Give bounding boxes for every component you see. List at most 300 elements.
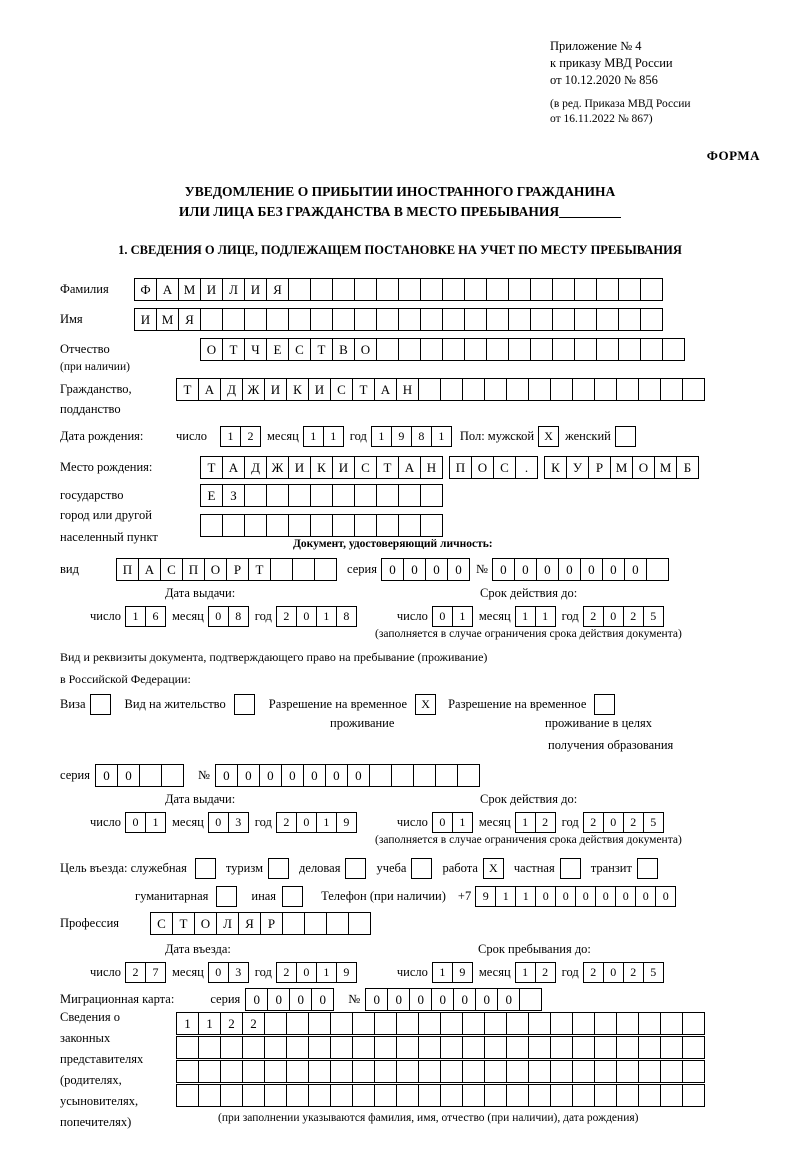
- char-cell[interactable]: [552, 308, 575, 331]
- char-cell[interactable]: Б: [676, 456, 699, 479]
- char-cell[interactable]: 9: [475, 886, 496, 907]
- char-cell[interactable]: [440, 1060, 463, 1083]
- char-cell[interactable]: [420, 308, 443, 331]
- char-cell[interactable]: [352, 1036, 375, 1059]
- char-cell[interactable]: [530, 308, 553, 331]
- char-cell[interactable]: [484, 1012, 507, 1035]
- char-cell[interactable]: Д: [220, 378, 243, 401]
- char-cell[interactable]: [484, 1060, 507, 1083]
- char-cell[interactable]: С: [330, 378, 353, 401]
- char-cell[interactable]: [660, 1036, 683, 1059]
- char-cell[interactable]: 1: [452, 606, 473, 627]
- char-cell[interactable]: [200, 308, 223, 331]
- char-cell[interactable]: М: [610, 456, 633, 479]
- char-cell[interactable]: 5: [643, 812, 664, 833]
- char-cell[interactable]: 8: [411, 426, 432, 447]
- char-cell[interactable]: [682, 378, 705, 401]
- char-cell[interactable]: 0: [431, 988, 454, 1011]
- char-cell[interactable]: [462, 1060, 485, 1083]
- char-cell[interactable]: [374, 1060, 397, 1083]
- char-cell[interactable]: [352, 1084, 375, 1107]
- char-cell[interactable]: [464, 278, 487, 301]
- char-cell[interactable]: [418, 1084, 441, 1107]
- char-cell[interactable]: [264, 1012, 287, 1035]
- char-cell[interactable]: 2: [276, 606, 297, 627]
- char-cell[interactable]: 1: [515, 886, 536, 907]
- char-cell[interactable]: 5: [643, 606, 664, 627]
- char-cell[interactable]: О: [632, 456, 655, 479]
- char-cell[interactable]: 0: [535, 886, 556, 907]
- char-cell[interactable]: [286, 1084, 309, 1107]
- char-cell[interactable]: 0: [432, 606, 453, 627]
- char-cell[interactable]: [638, 1060, 661, 1083]
- char-cell[interactable]: [660, 1060, 683, 1083]
- char-cell[interactable]: [616, 1084, 639, 1107]
- char-cell[interactable]: С: [354, 456, 377, 479]
- char-cell[interactable]: [332, 278, 355, 301]
- char-cell[interactable]: 6: [145, 606, 166, 627]
- char-cell[interactable]: [596, 338, 619, 361]
- char-cell[interactable]: .: [515, 456, 538, 479]
- char-cell[interactable]: 0: [387, 988, 410, 1011]
- char-cell[interactable]: 0: [347, 764, 370, 787]
- char-cell[interactable]: [396, 1012, 419, 1035]
- char-cell[interactable]: [348, 912, 371, 935]
- char-cell[interactable]: Ж: [242, 378, 265, 401]
- char-cell[interactable]: [528, 1084, 551, 1107]
- char-cell[interactable]: [594, 1012, 617, 1035]
- char-cell[interactable]: 0: [296, 606, 317, 627]
- char-cell[interactable]: Т: [376, 456, 399, 479]
- char-cell[interactable]: 0: [289, 988, 312, 1011]
- char-cell[interactable]: [161, 764, 184, 787]
- char-cell[interactable]: [574, 278, 597, 301]
- char-cell[interactable]: К: [286, 378, 309, 401]
- char-cell[interactable]: [486, 278, 509, 301]
- char-cell[interactable]: 1: [432, 962, 453, 983]
- char-cell[interactable]: 5: [643, 962, 664, 983]
- char-cell[interactable]: 9: [336, 812, 357, 833]
- char-cell[interactable]: [682, 1036, 705, 1059]
- char-cell[interactable]: 1: [176, 1012, 199, 1035]
- char-cell[interactable]: М: [178, 278, 201, 301]
- char-cell[interactable]: [244, 308, 267, 331]
- char-cell[interactable]: [242, 1036, 265, 1059]
- char-cell[interactable]: К: [544, 456, 567, 479]
- char-cell[interactable]: [176, 1036, 199, 1059]
- char-cell[interactable]: 0: [296, 812, 317, 833]
- char-cell[interactable]: [530, 338, 553, 361]
- char-cell[interactable]: 1: [515, 606, 536, 627]
- char-cell[interactable]: [310, 484, 333, 507]
- char-cell[interactable]: 2: [240, 426, 261, 447]
- char-cell[interactable]: [615, 426, 636, 447]
- char-cell[interactable]: [594, 1084, 617, 1107]
- char-cell[interactable]: [369, 764, 392, 787]
- char-cell[interactable]: 0: [325, 764, 348, 787]
- char-cell[interactable]: М: [654, 456, 677, 479]
- char-cell[interactable]: [310, 278, 333, 301]
- char-cell[interactable]: [519, 988, 542, 1011]
- char-cell[interactable]: [411, 858, 432, 879]
- char-cell[interactable]: [594, 1060, 617, 1083]
- char-cell[interactable]: [376, 308, 399, 331]
- char-cell[interactable]: [266, 308, 289, 331]
- char-cell[interactable]: Т: [172, 912, 195, 935]
- char-cell[interactable]: [637, 858, 658, 879]
- char-cell[interactable]: И: [200, 278, 223, 301]
- char-cell[interactable]: 1: [303, 426, 324, 447]
- char-cell[interactable]: 7: [145, 962, 166, 983]
- char-cell[interactable]: [282, 886, 303, 907]
- char-cell[interactable]: 2: [623, 606, 644, 627]
- char-cell[interactable]: У: [566, 456, 589, 479]
- char-cell[interactable]: [330, 1036, 353, 1059]
- char-cell[interactable]: [418, 1060, 441, 1083]
- char-cell[interactable]: 3: [228, 962, 249, 983]
- char-cell[interactable]: 2: [276, 812, 297, 833]
- char-cell[interactable]: [442, 278, 465, 301]
- char-cell[interactable]: [242, 1084, 265, 1107]
- char-cell[interactable]: [572, 1084, 595, 1107]
- char-cell[interactable]: [640, 308, 663, 331]
- char-cell[interactable]: 0: [117, 764, 140, 787]
- char-cell[interactable]: [354, 514, 377, 537]
- char-cell[interactable]: [264, 1084, 287, 1107]
- char-cell[interactable]: [484, 378, 507, 401]
- char-cell[interactable]: [222, 308, 245, 331]
- char-cell[interactable]: [572, 1012, 595, 1035]
- char-cell[interactable]: [198, 1084, 221, 1107]
- char-cell[interactable]: [418, 1012, 441, 1035]
- char-cell[interactable]: [560, 858, 581, 879]
- char-cell[interactable]: [286, 1012, 309, 1035]
- char-cell[interactable]: [462, 1012, 485, 1035]
- char-cell[interactable]: [374, 1084, 397, 1107]
- char-cell[interactable]: [220, 1060, 243, 1083]
- char-cell[interactable]: [314, 558, 337, 581]
- char-cell[interactable]: [304, 912, 327, 935]
- char-cell[interactable]: [552, 278, 575, 301]
- char-cell[interactable]: 0: [365, 988, 388, 1011]
- char-cell[interactable]: 2: [623, 962, 644, 983]
- char-cell[interactable]: [270, 558, 293, 581]
- char-cell[interactable]: [435, 764, 458, 787]
- char-cell[interactable]: [176, 1060, 199, 1083]
- char-cell[interactable]: 0: [558, 558, 581, 581]
- char-cell[interactable]: [616, 1036, 639, 1059]
- char-cell[interactable]: [242, 1060, 265, 1083]
- char-cell[interactable]: Р: [226, 558, 249, 581]
- char-cell[interactable]: 2: [242, 1012, 265, 1035]
- char-cell[interactable]: [332, 308, 355, 331]
- char-cell[interactable]: [594, 694, 615, 715]
- char-cell[interactable]: А: [156, 278, 179, 301]
- char-cell[interactable]: [222, 514, 245, 537]
- char-cell[interactable]: [442, 338, 465, 361]
- char-cell[interactable]: А: [222, 456, 245, 479]
- char-cell[interactable]: [528, 1012, 551, 1035]
- char-cell[interactable]: 1: [198, 1012, 221, 1035]
- char-cell[interactable]: 2: [276, 962, 297, 983]
- char-cell[interactable]: 2: [583, 812, 604, 833]
- char-cell[interactable]: [506, 1012, 529, 1035]
- char-cell[interactable]: Н: [396, 378, 419, 401]
- char-cell[interactable]: [486, 338, 509, 361]
- char-cell[interactable]: 0: [514, 558, 537, 581]
- char-cell[interactable]: 0: [208, 962, 229, 983]
- char-cell[interactable]: [330, 1012, 353, 1035]
- char-cell[interactable]: 1: [452, 812, 473, 833]
- char-cell[interactable]: М: [156, 308, 179, 331]
- char-cell[interactable]: 1: [316, 962, 337, 983]
- char-cell[interactable]: [376, 484, 399, 507]
- char-cell[interactable]: Н: [420, 456, 443, 479]
- char-cell[interactable]: [288, 514, 311, 537]
- char-cell[interactable]: Р: [588, 456, 611, 479]
- char-cell[interactable]: [376, 514, 399, 537]
- char-cell[interactable]: Т: [222, 338, 245, 361]
- char-cell[interactable]: [286, 1036, 309, 1059]
- char-cell[interactable]: [616, 1060, 639, 1083]
- char-cell[interactable]: Я: [178, 308, 201, 331]
- char-cell[interactable]: 0: [259, 764, 282, 787]
- char-cell[interactable]: [308, 1084, 331, 1107]
- char-cell[interactable]: Я: [266, 278, 289, 301]
- char-cell[interactable]: Е: [200, 484, 223, 507]
- char-cell[interactable]: Т: [176, 378, 199, 401]
- char-cell[interactable]: [234, 694, 255, 715]
- char-cell[interactable]: 0: [409, 988, 432, 1011]
- char-cell[interactable]: 0: [381, 558, 404, 581]
- char-cell[interactable]: О: [471, 456, 494, 479]
- char-cell[interactable]: [332, 514, 355, 537]
- char-cell[interactable]: Т: [248, 558, 271, 581]
- char-cell[interactable]: [220, 1084, 243, 1107]
- char-cell[interactable]: [618, 308, 641, 331]
- char-cell[interactable]: 0: [237, 764, 260, 787]
- char-cell[interactable]: А: [138, 558, 161, 581]
- char-cell[interactable]: 0: [655, 886, 676, 907]
- char-cell[interactable]: [596, 308, 619, 331]
- char-cell[interactable]: [354, 278, 377, 301]
- char-cell[interactable]: 2: [583, 962, 604, 983]
- char-cell[interactable]: [264, 1036, 287, 1059]
- char-cell[interactable]: [374, 1036, 397, 1059]
- char-cell[interactable]: 0: [602, 558, 625, 581]
- char-cell[interactable]: 0: [208, 812, 229, 833]
- char-cell[interactable]: [682, 1060, 705, 1083]
- char-cell[interactable]: С: [288, 338, 311, 361]
- char-cell[interactable]: Т: [200, 456, 223, 479]
- char-cell[interactable]: 1: [515, 812, 536, 833]
- char-cell[interactable]: 0: [635, 886, 656, 907]
- char-cell[interactable]: [216, 886, 237, 907]
- char-cell[interactable]: 0: [215, 764, 238, 787]
- char-cell[interactable]: [330, 1084, 353, 1107]
- char-cell[interactable]: [198, 1036, 221, 1059]
- char-cell[interactable]: [528, 1060, 551, 1083]
- char-cell[interactable]: [396, 1060, 419, 1083]
- char-cell[interactable]: [464, 338, 487, 361]
- char-cell[interactable]: [288, 278, 311, 301]
- char-cell[interactable]: [464, 308, 487, 331]
- char-cell[interactable]: [442, 308, 465, 331]
- char-cell[interactable]: [638, 1012, 661, 1035]
- char-cell[interactable]: [195, 858, 216, 879]
- char-cell[interactable]: К: [310, 456, 333, 479]
- char-cell[interactable]: 0: [432, 812, 453, 833]
- char-cell[interactable]: Я: [238, 912, 261, 935]
- char-cell[interactable]: 2: [583, 606, 604, 627]
- char-cell[interactable]: 0: [555, 886, 576, 907]
- char-cell[interactable]: [264, 1060, 287, 1083]
- char-cell[interactable]: [572, 378, 595, 401]
- char-cell[interactable]: [660, 1084, 683, 1107]
- char-cell[interactable]: 0: [497, 988, 520, 1011]
- char-cell[interactable]: 0: [447, 558, 470, 581]
- char-cell[interactable]: [352, 1060, 375, 1083]
- char-cell[interactable]: [640, 278, 663, 301]
- char-cell[interactable]: [574, 308, 597, 331]
- char-cell[interactable]: А: [198, 378, 221, 401]
- char-cell[interactable]: [354, 308, 377, 331]
- char-cell[interactable]: [396, 1036, 419, 1059]
- char-cell[interactable]: П: [116, 558, 139, 581]
- char-cell[interactable]: X: [483, 858, 504, 879]
- char-cell[interactable]: [292, 558, 315, 581]
- char-cell[interactable]: П: [449, 456, 472, 479]
- char-cell[interactable]: О: [200, 338, 223, 361]
- char-cell[interactable]: [646, 558, 669, 581]
- char-cell[interactable]: [398, 338, 421, 361]
- char-cell[interactable]: 0: [603, 812, 624, 833]
- char-cell[interactable]: [638, 1036, 661, 1059]
- char-cell[interactable]: [506, 1036, 529, 1059]
- char-cell[interactable]: 0: [624, 558, 647, 581]
- char-cell[interactable]: [398, 514, 421, 537]
- char-cell[interactable]: И: [308, 378, 331, 401]
- char-cell[interactable]: 2: [623, 812, 644, 833]
- char-cell[interactable]: Т: [352, 378, 375, 401]
- char-cell[interactable]: 1: [220, 426, 241, 447]
- char-cell[interactable]: 0: [536, 558, 559, 581]
- char-cell[interactable]: [508, 278, 531, 301]
- char-cell[interactable]: X: [415, 694, 436, 715]
- char-cell[interactable]: [376, 338, 399, 361]
- char-cell[interactable]: 9: [391, 426, 412, 447]
- char-cell[interactable]: [462, 1036, 485, 1059]
- char-cell[interactable]: И: [332, 456, 355, 479]
- char-cell[interactable]: 0: [311, 988, 334, 1011]
- char-cell[interactable]: [420, 484, 443, 507]
- char-cell[interactable]: И: [264, 378, 287, 401]
- char-cell[interactable]: [391, 764, 414, 787]
- char-cell[interactable]: 8: [228, 606, 249, 627]
- char-cell[interactable]: [662, 338, 685, 361]
- char-cell[interactable]: 0: [245, 988, 268, 1011]
- char-cell[interactable]: [682, 1084, 705, 1107]
- char-cell[interactable]: И: [244, 278, 267, 301]
- char-cell[interactable]: [413, 764, 436, 787]
- char-cell[interactable]: [440, 1036, 463, 1059]
- char-cell[interactable]: [616, 1012, 639, 1035]
- char-cell[interactable]: 0: [208, 606, 229, 627]
- char-cell[interactable]: [638, 1084, 661, 1107]
- char-cell[interactable]: 1: [323, 426, 344, 447]
- char-cell[interactable]: 0: [580, 558, 603, 581]
- char-cell[interactable]: [660, 1012, 683, 1035]
- char-cell[interactable]: [528, 378, 551, 401]
- char-cell[interactable]: Л: [216, 912, 239, 935]
- char-cell[interactable]: 1: [535, 606, 556, 627]
- char-cell[interactable]: [572, 1036, 595, 1059]
- char-cell[interactable]: 2: [535, 812, 556, 833]
- char-cell[interactable]: 0: [95, 764, 118, 787]
- char-cell[interactable]: [550, 1012, 573, 1035]
- char-cell[interactable]: [550, 1084, 573, 1107]
- char-cell[interactable]: [638, 378, 661, 401]
- char-cell[interactable]: [286, 1060, 309, 1083]
- char-cell[interactable]: 1: [316, 812, 337, 833]
- char-cell[interactable]: 1: [515, 962, 536, 983]
- char-cell[interactable]: [594, 1036, 617, 1059]
- char-cell[interactable]: [396, 1084, 419, 1107]
- char-cell[interactable]: 1: [371, 426, 392, 447]
- char-cell[interactable]: А: [398, 456, 421, 479]
- char-cell[interactable]: [484, 1084, 507, 1107]
- char-cell[interactable]: [508, 338, 531, 361]
- char-cell[interactable]: С: [493, 456, 516, 479]
- char-cell[interactable]: [508, 308, 531, 331]
- char-cell[interactable]: 0: [492, 558, 515, 581]
- char-cell[interactable]: [506, 1084, 529, 1107]
- char-cell[interactable]: 0: [595, 886, 616, 907]
- char-cell[interactable]: [440, 1012, 463, 1035]
- char-cell[interactable]: [506, 1060, 529, 1083]
- char-cell[interactable]: 0: [615, 886, 636, 907]
- char-cell[interactable]: [90, 694, 111, 715]
- char-cell[interactable]: [618, 278, 641, 301]
- char-cell[interactable]: [268, 858, 289, 879]
- char-cell[interactable]: [374, 1012, 397, 1035]
- char-cell[interactable]: [282, 912, 305, 935]
- char-cell[interactable]: [352, 1012, 375, 1035]
- char-cell[interactable]: [660, 378, 683, 401]
- char-cell[interactable]: В: [332, 338, 355, 361]
- char-cell[interactable]: [398, 308, 421, 331]
- char-cell[interactable]: А: [374, 378, 397, 401]
- char-cell[interactable]: [345, 858, 366, 879]
- char-cell[interactable]: Е: [266, 338, 289, 361]
- char-cell[interactable]: 0: [296, 962, 317, 983]
- char-cell[interactable]: [266, 484, 289, 507]
- char-cell[interactable]: 1: [316, 606, 337, 627]
- char-cell[interactable]: [398, 484, 421, 507]
- char-cell[interactable]: [176, 1084, 199, 1107]
- char-cell[interactable]: [420, 338, 443, 361]
- char-cell[interactable]: [376, 278, 399, 301]
- char-cell[interactable]: 1: [431, 426, 452, 447]
- char-cell[interactable]: X: [538, 426, 559, 447]
- char-cell[interactable]: [326, 912, 349, 935]
- char-cell[interactable]: [506, 378, 529, 401]
- char-cell[interactable]: [550, 1060, 573, 1083]
- char-cell[interactable]: 0: [575, 886, 596, 907]
- char-cell[interactable]: [288, 308, 311, 331]
- char-cell[interactable]: И: [288, 456, 311, 479]
- char-cell[interactable]: О: [354, 338, 377, 361]
